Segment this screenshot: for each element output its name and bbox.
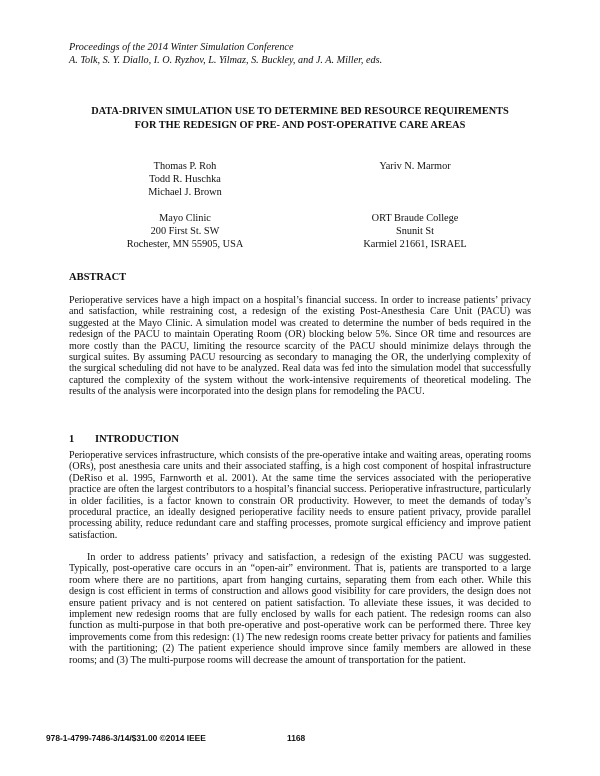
author-list-right xyxy=(300,160,530,173)
affiliation-line: Mayo Clinic xyxy=(159,213,211,224)
author-name: Todd R. Huschka xyxy=(149,174,221,185)
author-name: Yariv N. Marmor xyxy=(379,161,451,172)
abstract-heading: ABSTRACT xyxy=(69,272,127,283)
abstract-text: Perioperative services have a high impact on a hospital’s financial success. In order to increase patients’ privacy and satisfaction, while restraining cost, a redesign of the existing Post-Anesthesia Care Unit (PACU) was suggested at the Mayo Clinic. A simulation model was created to determine the number of beds required in the redesign of the PACU to maintain Operating Room (OR) blocking below 5%. Since OR time and resources are more costly than the PACU, limiting the resource scarcity of the PACU should minimize delays through the surgical suites. By assuming PACU resourcing as secondary to managing the OR, the underlying complexity of the surgical scheduling did not have to be analyzed. Real data was fed into the simulation model that successfully captured the complexity of the system without the work-intensive requirements of theoretical modeling. The results of the analysis were incorporated into the design plans for remodeling the PACU. xyxy=(69,295,531,398)
affiliation-left xyxy=(70,212,300,251)
affiliation-line: Snunit St xyxy=(395,226,435,237)
title-line-1: DATA-DRIVEN SIMULATION USE TO DETERMINE BED RESOURCE REQUIREMENTS xyxy=(91,106,509,117)
introduction-heading xyxy=(69,433,179,446)
section-number: 1 xyxy=(69,434,75,445)
footer-isbn: 978-1-4799-7486-3/14/$31.00 ©2014 IEEE xyxy=(46,733,206,743)
proceedings-line: Proceedings of the 2014 Winter Simulation Conference xyxy=(69,42,294,53)
conference-header xyxy=(69,41,539,67)
editors-line: A. Tolk, S. Y. Diallo, I. O. Ryzhov, L. Yilmaz, S. Buckley, and J. A. Miller, eds. xyxy=(69,55,383,66)
author-name: Michael J. Brown xyxy=(148,187,222,198)
introduction-paragraph-1: Perioperative services infrastructure, which consists of the pre-operative intake and waiting areas, operating rooms (ORs), post anesthesia care units and their associated staffing, is a high cost component of hospital infrastructure (DeRiso et al. 1995, Farnworth et al. 2001). At the same time the services associated with the perioperative practice are often the largest contributors to a hospital’s financial success. Perioperative infrastructure, particularly in older facilities, is a factor known to constrain OR productivity. However, to meet the demands of today’s procedural practice, an ideally designed perioperative facility needs to ensure patient privacy, provide parallel processing ability, reduce redundant care and staffing processes, promote surgical efficiency and improve patient satisfaction. xyxy=(69,450,531,541)
paper-title xyxy=(60,105,540,133)
affiliation-line: 200 First St. SW xyxy=(150,226,220,237)
author-name: Thomas P. Roh xyxy=(153,161,217,172)
affiliation-line: ORT Braude College xyxy=(371,213,459,224)
title-line-2: FOR THE REDESIGN OF PRE- AND POST-OPERATIVE CARE AREAS xyxy=(134,120,466,131)
affiliation-right xyxy=(300,212,530,251)
affiliation-line: Karmiel 21661, ISRAEL xyxy=(363,239,467,250)
affiliation-line: Rochester, MN 55905, USA xyxy=(126,239,244,250)
page-number: 1168 xyxy=(287,733,306,743)
introduction-paragraph-2: In order to address patients’ privacy and satisfaction, a redesign of the existing PACU was suggested. Typically, post-operative care occurs in an “open-air” environment. That is, patients are transported to a large room where there are no partitions, apart from hanging curtains, separating them from each other. While this design is cost efficient in terms of construction and allows good visibility for care providers, the design does not ensure patient privacy and is not centered on patient satisfaction. To alleviate these issues, it was decided to implement new redesign rooms that are fully enclosed by walls for each patient. The redesign rooms can also function as multi-purpose in that both pre-operative and post-operative work can be performed there. Three key improvements come from this redesign: (1) The new redesign rooms create better privacy for patients and families with the partitioning; (2) The patient experience should improve since family members are allowed in these rooms; and (3) The multi-purpose rooms will decrease the amount of transportation for the patient. xyxy=(69,552,531,666)
author-list-left xyxy=(70,160,300,199)
section-title: INTRODUCTION xyxy=(95,434,180,445)
